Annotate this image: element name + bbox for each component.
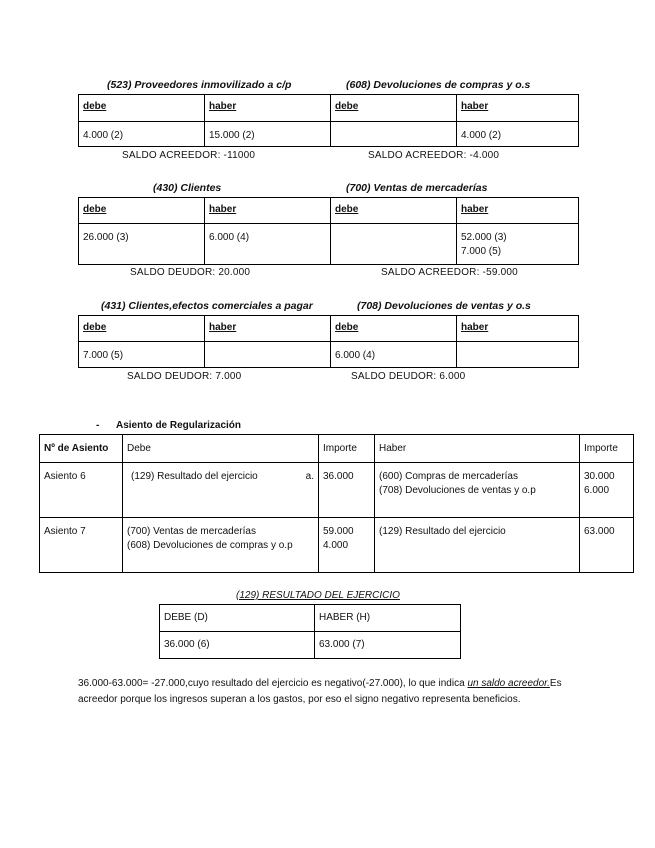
haber-header: haber	[457, 316, 579, 342]
account-title: (431) Clientes,efectos comerciales a pagar	[101, 300, 313, 312]
haber-entry: (708) Devoluciones de ventas y o.p	[379, 485, 536, 496]
debe-entry: (608) Devoluciones de compras y o.p	[127, 540, 293, 551]
t-account-table	[78, 315, 579, 368]
debe-header: debe	[331, 95, 457, 122]
t-account-table	[78, 94, 579, 147]
debe-cell: 4.000 (2)	[79, 122, 205, 147]
debe-cell	[123, 518, 319, 573]
haber-header: haber	[457, 95, 579, 122]
haber-entry: 52.000 (3)	[461, 232, 507, 243]
importe-cell: 36.000	[319, 463, 375, 518]
debe-header: debe	[79, 316, 205, 342]
importe-cell	[580, 463, 634, 518]
haber-header: HABER (H)	[315, 605, 461, 632]
col-header-debe: Debe	[123, 435, 319, 463]
haber-header: haber	[205, 95, 331, 122]
debe-cell	[331, 122, 457, 147]
t-account-table	[78, 197, 579, 265]
debe-header: debe	[331, 316, 457, 342]
debe-header: debe	[331, 198, 457, 224]
importe-entry: 59.000	[323, 526, 354, 537]
haber-cell: 4.000 (2)	[457, 122, 579, 147]
conclusion-text: 36.000-63.000= -27.000,cuyo resultado del ejercicio es negativo(-27.000), lo que indica	[78, 678, 468, 689]
asiento-num: Asiento 6	[40, 463, 123, 518]
conclusion-paragraph	[78, 676, 568, 708]
debe-entry: (129) Resultado del ejercicio	[131, 471, 258, 482]
debe-cell: 7.000 (5)	[79, 342, 205, 368]
saldo-text: SALDO ACREEDOR: -11000	[122, 150, 256, 161]
importe-entry: 30.000	[584, 471, 615, 482]
debe-header: debe	[79, 198, 205, 224]
importe-entry: 6.000	[584, 485, 610, 496]
importe-entry: 4.000	[323, 540, 349, 551]
debe-cell	[123, 463, 319, 518]
saldo-text: SALDO DEUDOR: 20.000	[130, 267, 251, 278]
haber-cell: 63.000 (7)	[315, 632, 461, 659]
conclusion-text: Es acreedor porque los ingresos superan a los gastos, por eso el signo negativo representa beneficios.	[78, 678, 562, 705]
asiento-num: Asiento 7	[40, 518, 123, 573]
saldo-text: SALDO DEUDOR: 7.000	[127, 371, 242, 382]
haber-cell: (129) Resultado del ejercicio	[375, 518, 580, 573]
table-row	[40, 518, 634, 573]
haber-cell	[375, 463, 580, 518]
haber-cell: 15.000 (2)	[205, 122, 331, 147]
account-title: (608) Devoluciones de compras y o.s	[346, 79, 531, 91]
haber-header: haber	[457, 198, 579, 224]
debe-cell: 36.000 (6)	[160, 632, 315, 659]
account-title: (708) Devoluciones de ventas y o.s	[357, 300, 531, 312]
col-header-importe: Importe	[319, 435, 375, 463]
col-header-importe: Importe	[580, 435, 634, 463]
haber-entry: (600) Compras de mercaderías	[379, 471, 518, 482]
saldo-text: SALDO ACREEDOR: -4.000	[368, 150, 500, 161]
debe-header: debe	[79, 95, 205, 122]
debe-header: DEBE (D)	[160, 605, 315, 632]
debe-cell: 26.000 (3)	[79, 224, 205, 265]
importe-cell	[319, 518, 375, 573]
account-title: (700) Ventas de mercaderías	[346, 182, 488, 194]
haber-cell: 6.000 (4)	[205, 224, 331, 265]
debe-cell: 6.000 (4)	[331, 342, 457, 368]
haber-cell	[457, 342, 579, 368]
haber-header: haber	[205, 316, 331, 342]
table-row	[40, 463, 634, 518]
haber-cell	[205, 342, 331, 368]
section-heading: Asiento de Regularización	[116, 420, 242, 431]
account-title: (430) Clientes	[153, 182, 222, 194]
haber-entry: 7.000 (5)	[461, 246, 502, 257]
regularizacion-table	[39, 434, 634, 573]
importe-cell: 63.000	[580, 518, 634, 573]
bullet: -	[96, 420, 100, 431]
col-header-haber: Haber	[375, 435, 580, 463]
account-title: (523) Proveedores inmovilizado a c/p	[107, 79, 292, 91]
resultado-title: (129) RESULTADO DEL EJERCICIO	[236, 590, 400, 601]
saldo-text: SALDO ACREEDOR: -59.000	[381, 267, 518, 278]
resultado-table	[159, 604, 461, 659]
haber-header: haber	[205, 198, 331, 224]
entry-mark: a.	[305, 471, 314, 482]
saldo-text: SALDO DEUDOR: 6.000	[351, 371, 466, 382]
conclusion-emphasis: un saldo acreedor.	[467, 678, 550, 689]
haber-cell	[457, 224, 579, 265]
col-header-num: Nº de Asiento	[40, 435, 123, 463]
debe-entry: (700) Ventas de mercaderías	[127, 526, 256, 537]
debe-cell	[331, 224, 457, 265]
